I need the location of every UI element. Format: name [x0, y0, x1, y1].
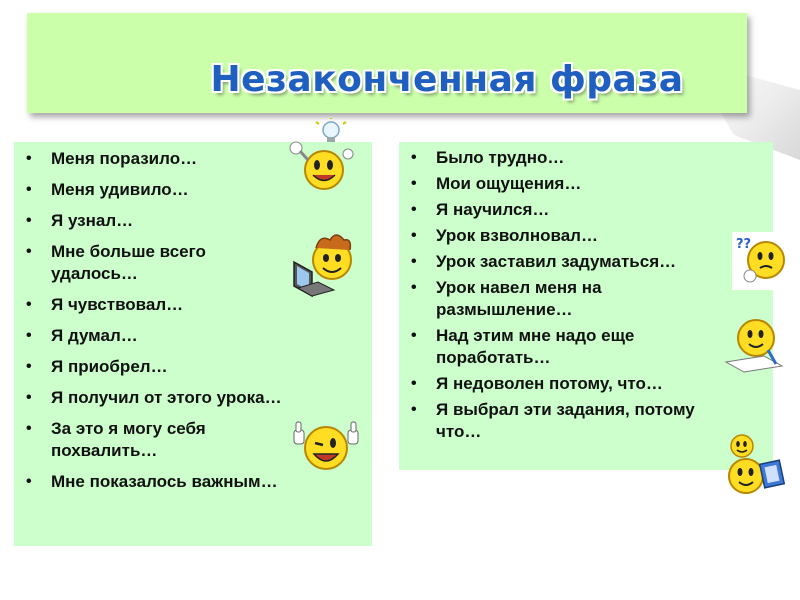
laptop-smiley-icon: [290, 228, 362, 298]
phrase-item: • Я приобрел…: [14, 356, 372, 378]
phrase-item: • Я научился…: [399, 199, 773, 221]
phrase-item: • Я недоволен потому, что…: [399, 373, 773, 395]
phrase-item: • Меня поразило…: [14, 148, 372, 170]
reading-smiley-icon: [722, 432, 786, 496]
left-phrase-panel: [14, 142, 372, 546]
phrase-item: • Я выбрал эти задания, потому что…: [399, 399, 716, 443]
title-banner: [27, 13, 747, 113]
right-phrase-panel: [399, 142, 773, 470]
phrase-item: • Над этим мне надо еще поработать…: [399, 325, 716, 369]
phrase-item: • Меня удивило…: [14, 179, 372, 201]
wink-thumbs-up-smiley-icon: [288, 418, 364, 476]
phrase-item: • Я чувствовал…: [14, 294, 372, 316]
right-phrase-list: [399, 142, 773, 443]
page-title: Незаконченная фраза: [210, 59, 684, 100]
phrase-item: • Я получил от этого урока…: [14, 387, 372, 409]
phrase-item: • Мне больше всего удалось…: [14, 241, 271, 285]
phrase-item: • Урок навел меня на размышление…: [399, 277, 676, 321]
writing-smiley-icon: [724, 316, 786, 374]
thinking-smiley-icon: [732, 232, 788, 290]
svg-text:??: ??: [736, 237, 752, 252]
phrase-item: • Мне показалось важным…: [14, 471, 372, 493]
lightbulb-smiley-icon: [286, 118, 358, 196]
phrase-item: • Урок заставил задуматься…: [399, 251, 773, 273]
phrase-item: • Я думал…: [14, 325, 372, 347]
phrase-item: • За это я могу себя похвалить…: [14, 418, 281, 462]
phrase-item: • Было трудно…: [399, 147, 773, 169]
phrase-item: • Урок взволновал…: [399, 225, 773, 247]
phrase-item: • Я узнал…: [14, 210, 372, 232]
phrase-item: • Мои ощущения…: [399, 173, 773, 195]
